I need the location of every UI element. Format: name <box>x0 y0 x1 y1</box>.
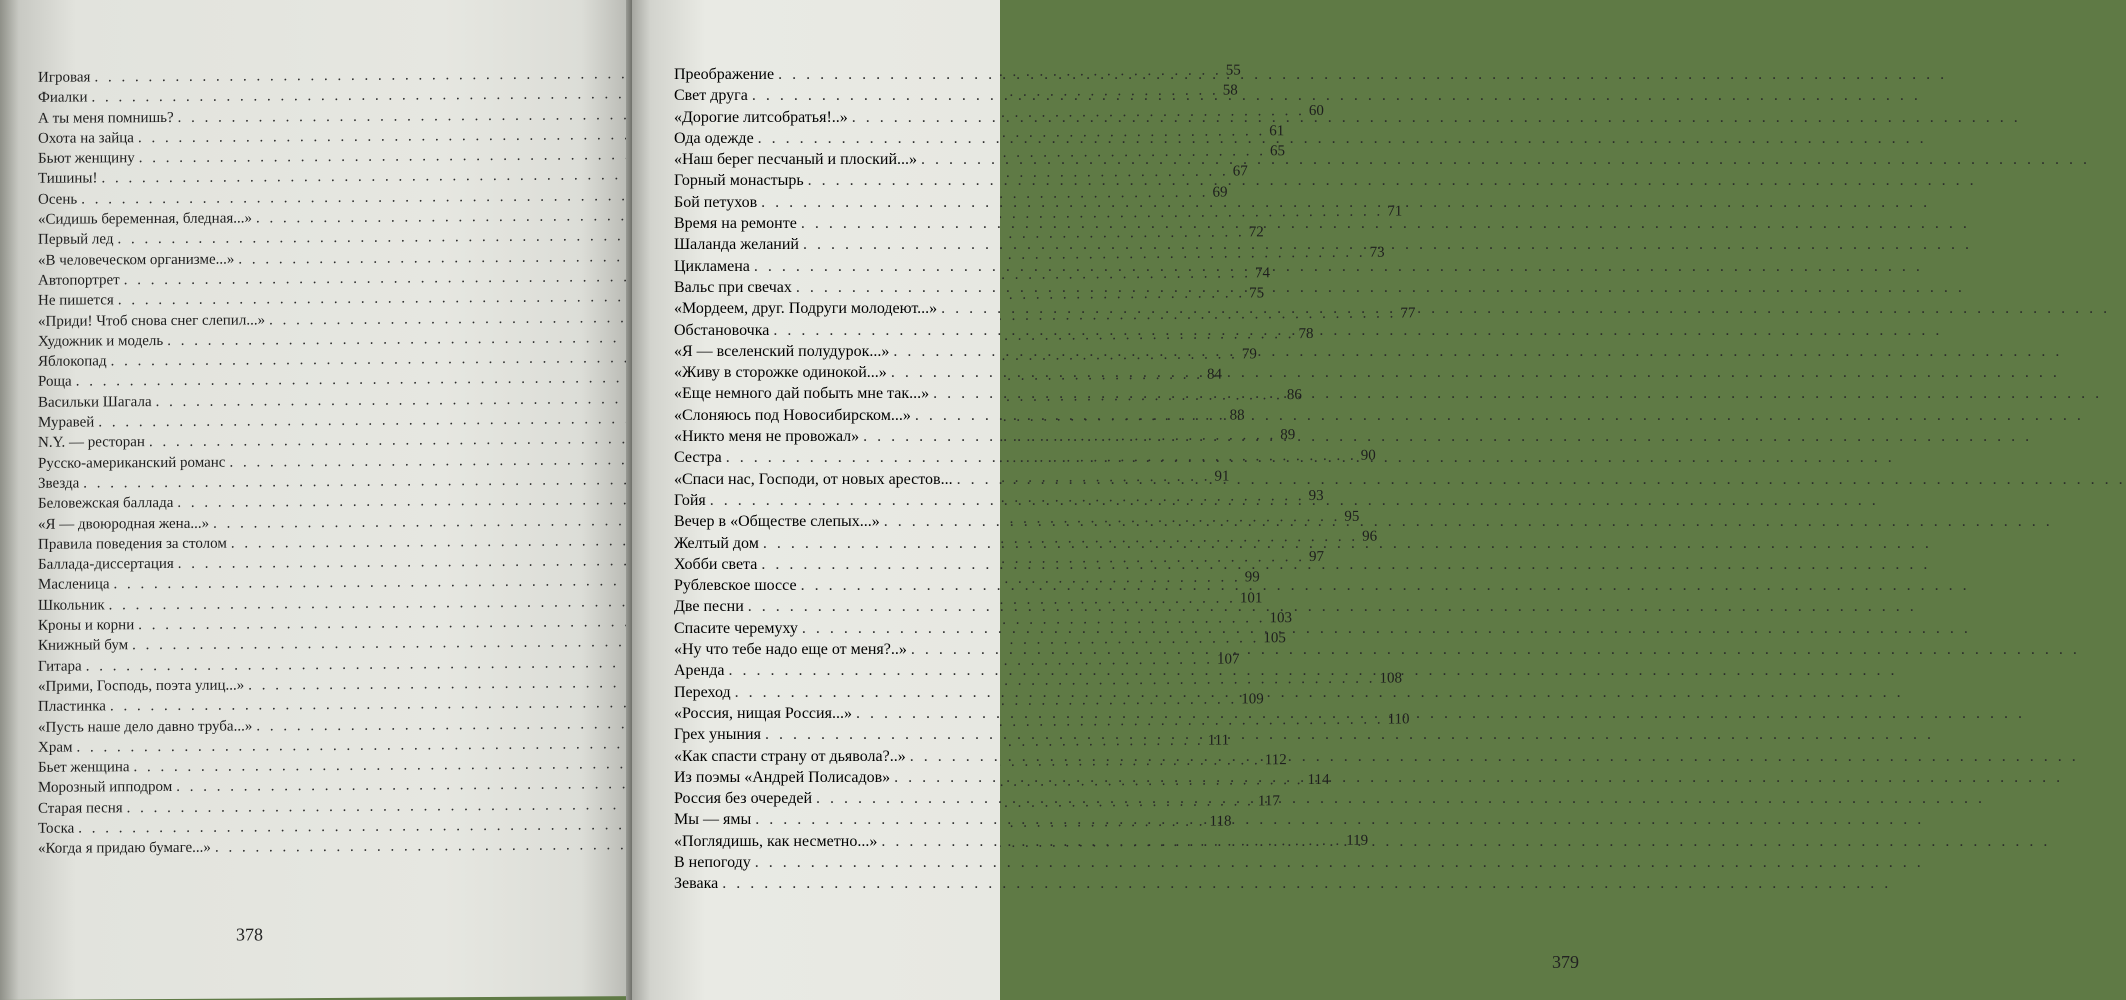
toc-entry-title: «Ну что тебе надо еще от меня?..» <box>674 641 907 659</box>
toc-dot-leader <box>763 533 1932 554</box>
toc-dot-leader <box>778 64 1947 85</box>
toc-entry-title: Школьник <box>38 597 105 614</box>
toc-entry-page-number: 75 <box>1249 285 1265 302</box>
toc-dot-leader <box>933 383 2102 404</box>
toc-entry-page-number: 73 <box>1369 244 1385 261</box>
toc-entry <box>674 809 1014 830</box>
toc-dot-leader <box>816 788 1985 809</box>
toc-entry-title: Из поэмы «Андрей Полисадов» <box>674 768 891 786</box>
toc-entry-page-number: 67 <box>1232 163 1248 180</box>
toc-dot-leader <box>910 746 2079 767</box>
toc-entry <box>674 511 1014 532</box>
toc-entry-page-number: 111 <box>1207 732 1230 749</box>
toc-entry-title: «В человеческом организме...» <box>38 251 235 269</box>
toc-entry-title: Бой петухов <box>674 193 758 211</box>
toc-entry-title: Яблокопад <box>38 353 107 370</box>
toc-entry-page-number: 79 <box>1241 346 1257 363</box>
toc-entry-title: Две песни <box>674 598 744 616</box>
toc-entry-title: Осень <box>38 191 78 208</box>
toc-entry <box>674 873 1014 894</box>
toc-entry-title: Вечер в «Обществе слепых...» <box>674 513 880 531</box>
toc-entry-page-number: 109 <box>1241 691 1264 708</box>
toc-entry <box>674 341 1014 362</box>
toc-entry-title: Сестра <box>674 449 722 467</box>
toc-entry-title: «Приди! Чтоб снова снег слепил...» <box>38 311 266 330</box>
toc-entry-title: «Когда я придаю бумаге...» <box>38 839 211 858</box>
toc-entry-title: Кроны и корни <box>38 617 135 634</box>
toc-entry-page-number: 89 <box>1280 427 1296 444</box>
toc-entry-page-number: 107 <box>1216 651 1240 668</box>
toc-entry-page-number: 112 <box>1264 752 1287 769</box>
toc-entry-title: «Поглядишь, как несметно...» <box>674 832 878 850</box>
toc-entry-title: «Прими, Господь, поэта улиц...» <box>38 677 245 695</box>
toc-entry-title: Шаланда желаний <box>674 236 799 254</box>
toc-entry-title: Аренда <box>674 662 725 680</box>
toc-entry-title: Морозный ипподром <box>38 779 173 797</box>
toc-entry-page-number: 55 <box>1225 62 1241 79</box>
toc-entry-title: Мы — ямы <box>674 811 752 829</box>
toc-entry-page-number: 60 <box>1308 102 1324 119</box>
toc-dot-leader <box>921 149 2090 170</box>
toc-entry-page-number: 91 <box>1214 468 1230 485</box>
toc-entry-title: Беловежская баллада <box>38 495 174 513</box>
toc-dot-leader <box>752 85 1921 106</box>
toc-entry-title: «Спаси нас, Господи, от новых арестов... <box>674 470 953 488</box>
right-toc-list <box>674 64 1014 895</box>
toc-entry-title: Ода одежде <box>674 129 754 147</box>
toc-dot-leader <box>941 298 2110 319</box>
toc-entry-title: Храм <box>38 739 73 756</box>
toc-dot-leader <box>761 554 1930 575</box>
toc-dot-leader <box>863 426 2032 447</box>
toc-entry-page-number: 71 <box>1387 203 1403 220</box>
toc-entry-title: А ты меня помнишь? <box>38 109 174 127</box>
toc-entry-title: «Еще немного дай побыть мне так...» <box>674 385 930 403</box>
toc-entry-title: Хобби света <box>674 555 758 573</box>
toc-entry <box>674 533 1014 554</box>
toc-entry <box>674 85 1014 106</box>
toc-dot-leader <box>773 320 1942 341</box>
toc-dot-leader <box>802 618 1971 639</box>
toc-entry-page-number: 72 <box>1248 224 1264 241</box>
toc-entry-title: «Как спасти страну от дьявола?..» <box>674 747 906 765</box>
toc-entry-title: Вальс при свечах <box>674 278 792 296</box>
toc-entry <box>674 213 1014 234</box>
toc-entry <box>674 256 1014 277</box>
toc-entry <box>674 660 1014 681</box>
toc-entry-title: Русско-американский романс <box>38 454 226 472</box>
toc-entry-page-number: 114 <box>1307 772 1330 789</box>
toc-entry-page-number: 90 <box>1360 447 1376 464</box>
toc-entry <box>674 554 1014 575</box>
toc-entry-page-number: 61 <box>1269 123 1285 140</box>
toc-entry-title: Бьют женщину <box>38 150 135 167</box>
toc-entry-page-number: 88 <box>1229 407 1245 424</box>
toc-entry <box>674 234 1014 255</box>
toc-entry-title: В непогоду <box>674 853 751 871</box>
toc-entry <box>674 107 1014 128</box>
toc-entry-title: Зевака <box>674 875 719 893</box>
toc-entry-title: Масленица <box>38 576 110 594</box>
toc-entry-page-number: 99 <box>1244 569 1260 586</box>
toc-dot-leader <box>808 170 1977 191</box>
toc-dot-leader <box>911 639 2080 660</box>
toc-entry-page-number: 118 <box>1209 813 1232 830</box>
page-number-right: 379 <box>1552 952 1579 972</box>
toc-entry <box>674 575 1014 596</box>
toc-entry-page-number: 93 <box>1308 488 1324 505</box>
toc-entry <box>674 490 1014 511</box>
toc-entry <box>674 767 1014 788</box>
toc-entry-title: Роща <box>38 374 72 391</box>
toc-dot-leader <box>801 213 1970 234</box>
page-number-left: 378 <box>236 924 263 945</box>
toc-dot-leader <box>893 341 2062 362</box>
toc-entry-title: Игровая <box>38 69 91 86</box>
toc-entry-title: «Я — двоюродная жена...» <box>38 515 210 533</box>
toc-dot-leader <box>765 724 1934 745</box>
toc-entry-page-number: 86 <box>1286 386 1302 403</box>
toc-entry-title: Горный монастырь <box>674 172 804 190</box>
toc-dot-leader <box>726 447 1895 468</box>
toc-entry-page-number: 105 <box>1263 630 1286 647</box>
toc-entry-title: «Живу в сторожке одинокой...» <box>674 364 887 382</box>
toc-entry-page-number: 78 <box>1298 325 1314 342</box>
toc-entry-page-number: 77 <box>1400 304 1416 322</box>
toc-dot-leader <box>884 511 2053 532</box>
toc-entry-title: «Слоняюсь под Новосибирском...» <box>674 406 911 424</box>
toc-entry <box>674 746 1014 767</box>
toc-entry-page-number: 101 <box>1239 590 1263 607</box>
toc-entry-page-number: 110 <box>1387 710 1410 728</box>
toc-dot-leader <box>755 809 1924 830</box>
toc-entry-title: Цикламена <box>674 257 750 275</box>
toc-dot-leader <box>881 831 2050 852</box>
toc-dot-leader <box>754 256 1923 277</box>
toc-entry-title: «Сидишь беременная, бледная...» <box>38 210 253 228</box>
toc-entry-title: Книжный бум <box>38 637 129 655</box>
toc-entry-title: Тишины! <box>38 170 98 188</box>
toc-entry-title: «Мордеем, друг. Подруги молодеют...» <box>674 300 938 318</box>
toc-entry-title: Свет друга <box>674 87 748 105</box>
toc-entry-title: Не пишется <box>38 292 114 310</box>
toc-entry-title: Грех уныния <box>674 726 761 744</box>
toc-entry-title: Васильки Шагала <box>38 393 152 411</box>
toc-entry <box>674 170 1014 191</box>
toc-entry <box>674 596 1014 617</box>
toc-entry-title: N.Y. — ресторан <box>38 434 145 452</box>
toc-entry-page-number: 117 <box>1257 792 1280 810</box>
toc-entry <box>674 426 1014 447</box>
toc-entry-title: Желтый дом <box>674 534 759 552</box>
toc-entry <box>674 469 1014 490</box>
toc-dot-leader <box>915 405 2084 426</box>
toc-entry-title: Переход <box>674 683 731 701</box>
toc-entry <box>674 703 1014 724</box>
toc-entry <box>674 192 1014 213</box>
toc-entry-page-number: 97 <box>1309 549 1325 566</box>
toc-dot-leader <box>748 596 1917 617</box>
toc-entry-title: Охота на зайца <box>38 130 134 147</box>
toc-entry-title: Обстановочка <box>674 321 770 339</box>
toc-dot-leader <box>758 128 1927 149</box>
toc-entry <box>674 405 1014 426</box>
toc-dot-leader <box>891 362 2060 383</box>
toc-entry <box>674 447 1014 468</box>
toc-entry <box>674 298 1014 319</box>
toc-dot-leader <box>761 192 1930 213</box>
toc-entry-title: Правила поведения за столом <box>38 535 227 553</box>
toc-entry-title: «Россия, нищая Россия...» <box>674 704 852 722</box>
toc-entry-page-number: 69 <box>1212 184 1228 201</box>
toc-entry-page-number: 96 <box>1362 528 1378 545</box>
toc-entry-title: Бьет женщина <box>38 759 130 776</box>
toc-entry <box>674 831 1014 852</box>
toc-entry <box>674 277 1014 298</box>
toc-dot-leader <box>803 234 1972 255</box>
toc-entry-title: Гитара <box>38 658 82 675</box>
toc-entry-title: Тоска <box>38 820 75 837</box>
toc-entry-title: Старая песня <box>38 799 123 817</box>
toc-entry-title: Спасите черемуху <box>674 619 798 637</box>
toc-entry-title: Первый лед <box>38 231 114 249</box>
toc-entry-title: Автопортрет <box>38 272 120 289</box>
toc-entry <box>674 64 1014 85</box>
toc-entry-title: Гойя <box>674 491 706 509</box>
toc-entry <box>674 639 1014 660</box>
toc-entry-title: Фиалки <box>38 89 88 107</box>
toc-entry-page-number: 103 <box>1269 610 1292 627</box>
toc-dot-leader <box>856 703 2025 724</box>
toc-entry-title: Баллада-диссертация <box>38 556 174 573</box>
toc-dot-leader <box>801 575 1970 596</box>
toc-entry <box>674 724 1014 745</box>
toc-entry-page-number: 58 <box>1222 82 1238 99</box>
toc-entry-title: «Никто меня не провожал» <box>674 428 860 446</box>
toc-entry-page-number: 119 <box>1346 832 1369 850</box>
toc-entry-title: Пластинка <box>38 698 106 715</box>
toc-entry-title: «Я — вселенский полудурок...» <box>674 342 890 360</box>
toc-dot-leader <box>722 873 1891 894</box>
toc-entry <box>674 128 1014 149</box>
toc-dot-leader <box>796 277 1965 298</box>
toc-entry <box>674 383 1014 404</box>
toc-dot-leader <box>735 682 1904 703</box>
toc-entry <box>674 320 1014 341</box>
toc-dot-leader <box>728 660 1897 681</box>
toc-entry-title: Рублевское шоссе <box>674 577 797 595</box>
toc-entry-page-number: 65 <box>1269 143 1285 160</box>
toc-entry-title: «Наш берег песчаный и плоский...» <box>674 151 918 169</box>
toc-entry-title: Время на ремонте <box>674 215 797 233</box>
toc-entry-page-number: 95 <box>1344 508 1360 525</box>
toc-dot-leader <box>852 107 2021 128</box>
toc-dot-leader <box>710 490 1879 511</box>
toc-dot-leader <box>957 469 2126 490</box>
toc-entry-title: Звезда <box>38 475 80 492</box>
toc-entry <box>674 682 1014 703</box>
toc-entry-page-number: 84 <box>1206 366 1222 384</box>
toc-entry-title: Муравей <box>38 414 95 431</box>
toc-entry-page-number: 74 <box>1254 265 1270 282</box>
toc-entry-title: Россия без очередей <box>674 790 812 808</box>
toc-entry <box>674 362 1014 383</box>
toc-entry <box>674 618 1014 639</box>
toc-entry-page-number: 108 <box>1379 670 1403 687</box>
toc-entry-title: Преображение <box>674 66 775 83</box>
toc-entry <box>674 852 1014 873</box>
toc-dot-leader <box>894 767 2063 788</box>
toc-dot-leader <box>755 852 1924 873</box>
toc-entry-title: Художник и модель <box>38 332 164 350</box>
toc-entry-title: «Пусть наше дело давно труба...» <box>38 717 253 736</box>
toc-entry <box>674 149 1014 170</box>
toc-entry-title: «Дорогие литсобратья!..» <box>674 108 848 126</box>
toc-entry <box>674 788 1014 809</box>
